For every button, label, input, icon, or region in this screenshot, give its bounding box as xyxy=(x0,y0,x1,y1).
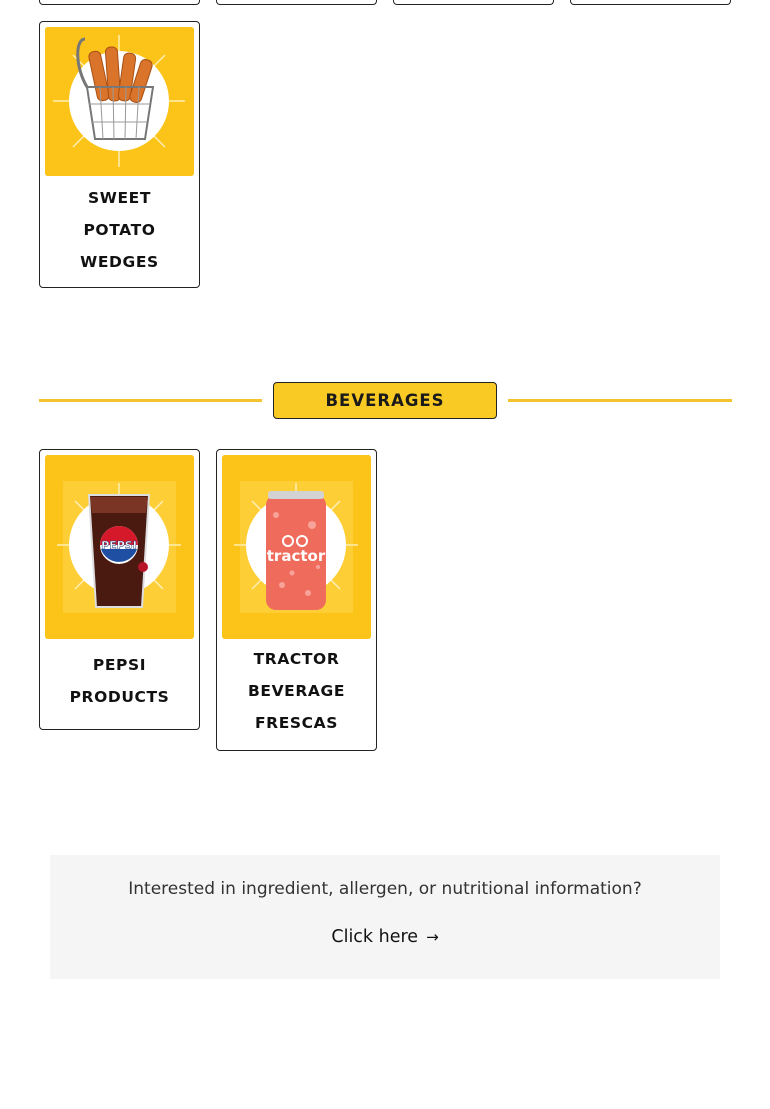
menu-card-name: PEPSI PRODUCTS xyxy=(69,656,170,706)
menu-card-partial[interactable] xyxy=(39,0,200,5)
section-divider-right xyxy=(508,399,732,402)
menu-card-sweet-potato-wedges[interactable] xyxy=(39,21,200,288)
sweet-potato-wedges-image xyxy=(45,27,194,176)
menu-card-name: TRACTOR BEVERAGE FRESCAS xyxy=(247,650,346,732)
section-heading-beverages: BEVERAGES xyxy=(273,382,497,419)
tractor-can-image xyxy=(222,455,371,639)
menu-card-tractor-beverage-frescas[interactable] xyxy=(216,449,377,751)
menu-card-name: SWEET POTATO WEDGES xyxy=(80,189,159,271)
menu-card-partial[interactable] xyxy=(393,0,554,5)
pepsi-cup-image xyxy=(45,455,194,639)
pepsi-logo-text: PEPSI xyxy=(101,539,137,552)
arrow-right-icon: → xyxy=(426,928,439,946)
menu-card-pepsi-products[interactable] xyxy=(39,449,200,730)
nutrition-info-link[interactable] xyxy=(50,927,720,947)
nutrition-info-link-label[interactable]: Click here xyxy=(331,927,419,947)
nutrition-info-box xyxy=(50,855,720,979)
section-divider-left xyxy=(39,399,262,402)
menu-card-partial[interactable] xyxy=(216,0,377,5)
nutrition-info-text: Interested in ingredient, allergen, or nutritional information? xyxy=(128,879,642,899)
menu-card-partial[interactable] xyxy=(570,0,731,5)
tractor-logo-text: tractor xyxy=(266,547,326,565)
